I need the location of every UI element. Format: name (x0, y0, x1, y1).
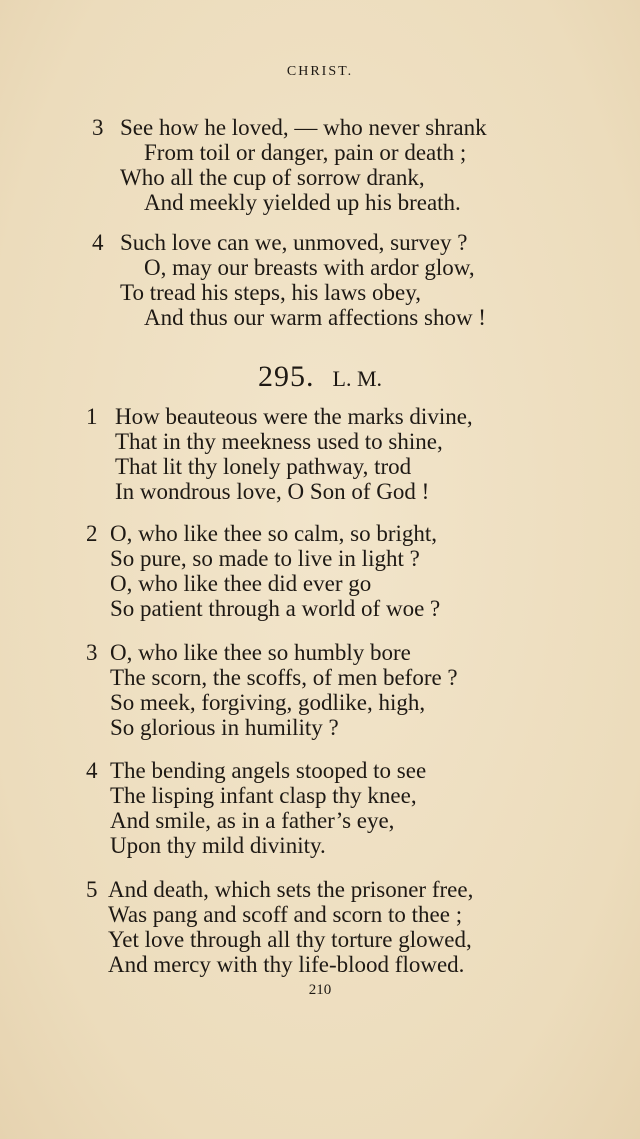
verse-line: How beauteous were the marks divine, (115, 404, 473, 429)
hymn-verse-1 (86, 404, 473, 504)
verse-line: The lisping infant clasp thy knee, (110, 783, 417, 808)
verse-number: 3 (86, 640, 98, 665)
verse-line: From toil or danger, pain or death ; (144, 140, 467, 165)
verse-line: And mercy with thy life-blood flowed. (108, 952, 465, 977)
verse-line: O, may our breasts with ardor glow, (144, 255, 475, 280)
prev-verse-4 (92, 230, 486, 330)
verse-line: O, who like thee so calm, so bright, (110, 521, 438, 546)
verse-number: 2 (86, 521, 98, 546)
verse-line: Who all the cup of sorrow drank, (120, 165, 425, 190)
verse-line: That in thy meekness used to shine, (115, 429, 443, 454)
verse-line: So meek, forgiving, godlike, high, (110, 690, 426, 715)
verse-line: The bending angels stooped to see (110, 758, 427, 783)
verse-line: So pure, so made to live in light ? (110, 546, 420, 571)
hymn-verse-5 (86, 877, 473, 977)
verse-line: Such love can we, unmoved, survey ? (120, 230, 468, 255)
verse-number: 3 (92, 115, 104, 140)
running-head: CHRIST. (286, 64, 354, 79)
hymn-number: 295. (258, 360, 315, 393)
verse-line: So patient through a world of woe ? (110, 596, 441, 621)
verse-line: Was pang and scoff and scorn to thee ; (108, 902, 463, 927)
hymn-meter: L. M. (332, 366, 382, 391)
verse-number: 5 (86, 877, 98, 902)
verse-number: 1 (86, 404, 98, 429)
verse-line: And meekly yielded up his breath. (144, 190, 461, 215)
verse-line: The scorn, the scoffs, of men before ? (110, 665, 458, 690)
hymn-heading (0, 360, 640, 394)
verse-line: And death, which sets the prisoner free, (108, 877, 474, 902)
verse-line: And thus our warm affections show ! (144, 305, 486, 330)
verse-line: Yet love through all thy torture glowed, (108, 927, 472, 952)
verse-line: In wondrous love, O Son of God ! (115, 479, 430, 504)
verse-line: To tread his steps, his laws obey, (120, 280, 421, 305)
hymn-verse-2 (86, 521, 440, 621)
prev-verse-3 (92, 115, 487, 215)
hymn-verse-4 (86, 758, 426, 858)
verse-line: O, who like thee so humbly bore (110, 640, 411, 665)
verse-line: So glorious in humility ? (110, 715, 339, 740)
verse-line: That lit thy lonely pathway, trod (115, 454, 412, 479)
verse-number: 4 (86, 758, 98, 783)
page-number: 210 (308, 982, 332, 998)
verse-line: And smile, as in a father’s eye, (110, 808, 395, 833)
hymn-verse-3 (86, 640, 458, 740)
verse-line: See how he loved, — who never shrank (120, 115, 487, 140)
verse-line: O, who like thee did ever go (110, 571, 372, 596)
verse-number: 4 (92, 230, 104, 255)
verse-line: Upon thy mild divinity. (110, 833, 326, 858)
